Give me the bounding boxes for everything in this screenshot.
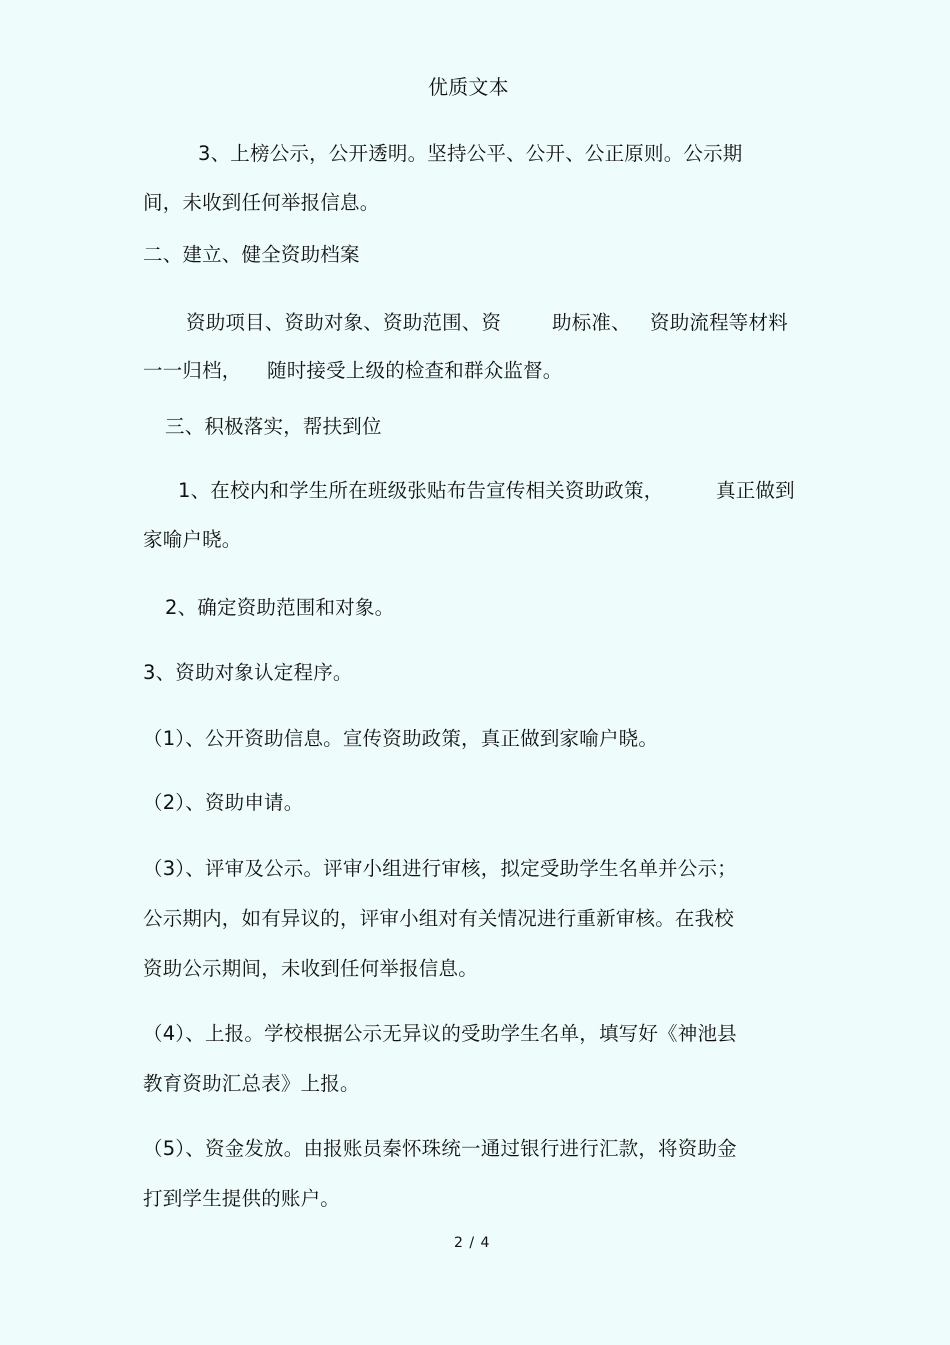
paragraph-line: 2、确定资助范围和对象。 <box>165 596 395 619</box>
paragraph-line: 资助流程等材料 <box>650 311 788 334</box>
paragraph-line: 一一归档， <box>143 359 242 382</box>
section-heading: 三、积极落实，帮扶到位 <box>165 415 382 438</box>
paragraph-line: 3、上榜公示，公开透明。坚持公平、公开、公正原则。公示期 <box>198 142 743 165</box>
paragraph-line: 教育资助汇总表》上报。 <box>143 1072 360 1095</box>
paragraph-line: 资助公示期间，未收到任何举报信息。 <box>143 957 478 980</box>
section-heading: 二、建立、健全资助档案 <box>143 243 360 266</box>
list-item: （1）、公开资助信息。宣传资助政策，真正做到家喻户晓。 <box>143 727 659 750</box>
paragraph-line: 打到学生提供的账户。 <box>143 1187 341 1210</box>
paragraph-line: 真正做到 <box>716 479 795 502</box>
list-item: （2）、资助申请。 <box>143 791 304 814</box>
paragraph-line: 家喻户晓。 <box>143 528 242 551</box>
list-item: （4）、上报。学校根据公示无异议的受助学生名单，填写好《神池县 <box>143 1022 737 1045</box>
paragraph-line: 间，未收到任何举报信息。 <box>143 191 380 214</box>
paragraph-line: 资助项目、资助对象、资助范围、资 <box>186 311 502 334</box>
list-item: （5）、资金发放。由报账员秦怀珠统一通过银行进行汇款，将资助金 <box>143 1137 737 1160</box>
list-item: （3）、评审及公示。评审小组进行审核，拟定受助学生名单并公示； <box>143 857 737 880</box>
paragraph-line: 3、资助对象认定程序。 <box>143 661 353 684</box>
page-number: 2 / 4 <box>454 1235 491 1251</box>
paragraph-line: 公示期内，如有异议的，评审小组对有关情况进行重新审核。在我校 <box>143 907 735 930</box>
paragraph-line: 助标准、 <box>552 311 631 334</box>
paragraph-line: 随时接受上级的检查和群众监督。 <box>267 359 563 382</box>
paragraph-line: 1、在校内和学生所在班级张贴布告宣传相关资助政策， <box>178 479 664 502</box>
page-title: 优质文本 <box>428 75 509 99</box>
